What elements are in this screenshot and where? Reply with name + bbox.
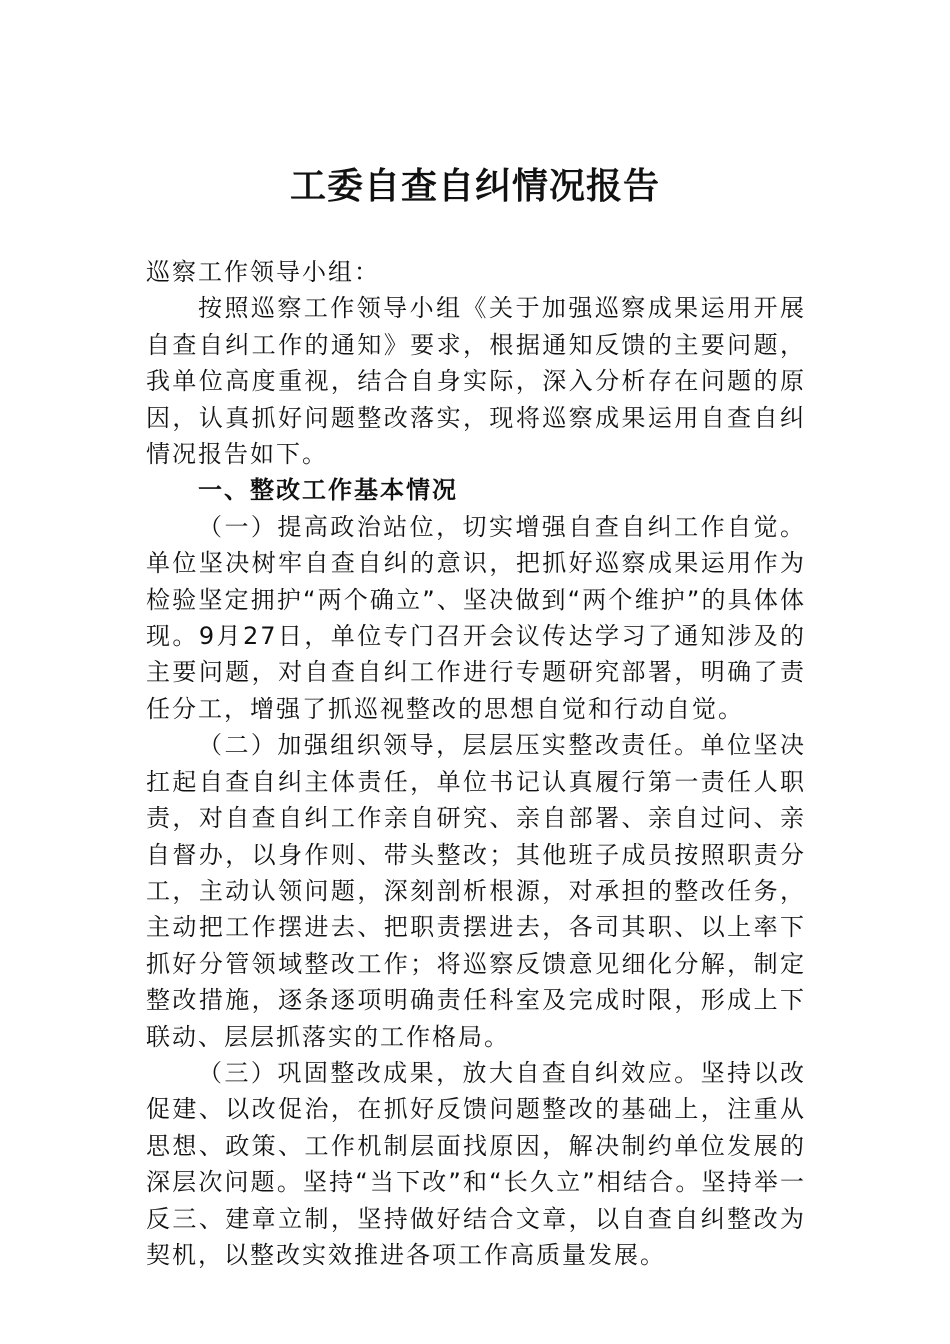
item-lead-1: （一）提高政治站位，切实增强自查自纠工作自觉。 (198, 512, 806, 541)
paragraph-item-3 (146, 1055, 806, 1273)
item-text-3: 坚持以改促建、以改促治，在抓好反馈问题整改的基础上，注重从思想、政策、工作机制层面找原因，解决制约单位发展的深层次问题。坚持“当下改”和“长久立”相结合。坚持举一反三、建章立制，坚持做好结合文章，以自查自纠整改为契机，以整改实效推进各项工作高质量发展。 (146, 1058, 807, 1269)
salutation: 巡察工作领导小组： (146, 258, 380, 286)
document-body (146, 254, 806, 1273)
item-text-2: 单位坚决扛起自查自纠主体责任，单位书记认真履行第一责任人职责，对自查自纠工作亲自研究、亲自部署、亲自过问、亲自督办，以身作则、带头整改；其他班子成员按照职责分工，主动认领问题，深刻剖析根源，对承担的整改任务，主动把工作摆进去、把职责摆进去，各司其职、以上率下抓好分管领域整改工作；将巡察反馈意见细化分解，制定整改措施，逐条逐项明确责任科室及完成时限，形成上下联动、层层抓落实的工作格局。 (146, 731, 807, 1051)
section-heading-1: 一、整改工作基本情况 (198, 476, 458, 505)
item-text-1: 单位坚决树牢自查自纠的意识，把抓好巡察成果运用作为检验坚定拥护“两个确立”、坚决做到“两个维护”的具体体现。9月27日，单位专门召开会议传达学习了通知涉及的主要问题，对自查自纠工作进行专题研究部署，明确了责任分工，增强了抓巡视整改的思想自觉和行动自觉。 (146, 549, 806, 723)
intro-paragraph: 按照巡察工作领导小组《关于加强巡察成果运用开展自查自纠工作的通知》要求，根据通知反馈的主要问题，我单位高度重视，结合自身实际，深入分析存在问题的原因，认真抓好问题整改落实，现将巡察成果运用自查自纠情况报告如下。 (146, 294, 806, 469)
item-lead-2: （二）加强组织领导，层层压实整改责任。 (198, 731, 701, 760)
paragraph-item-2 (146, 727, 806, 1055)
document-title: 工委自查自纠情况报告 (289, 165, 660, 207)
item-lead-3: （三）巩固整改成果，放大自查自纠效应。 (198, 1058, 701, 1087)
paragraph-item-1 (146, 509, 806, 727)
